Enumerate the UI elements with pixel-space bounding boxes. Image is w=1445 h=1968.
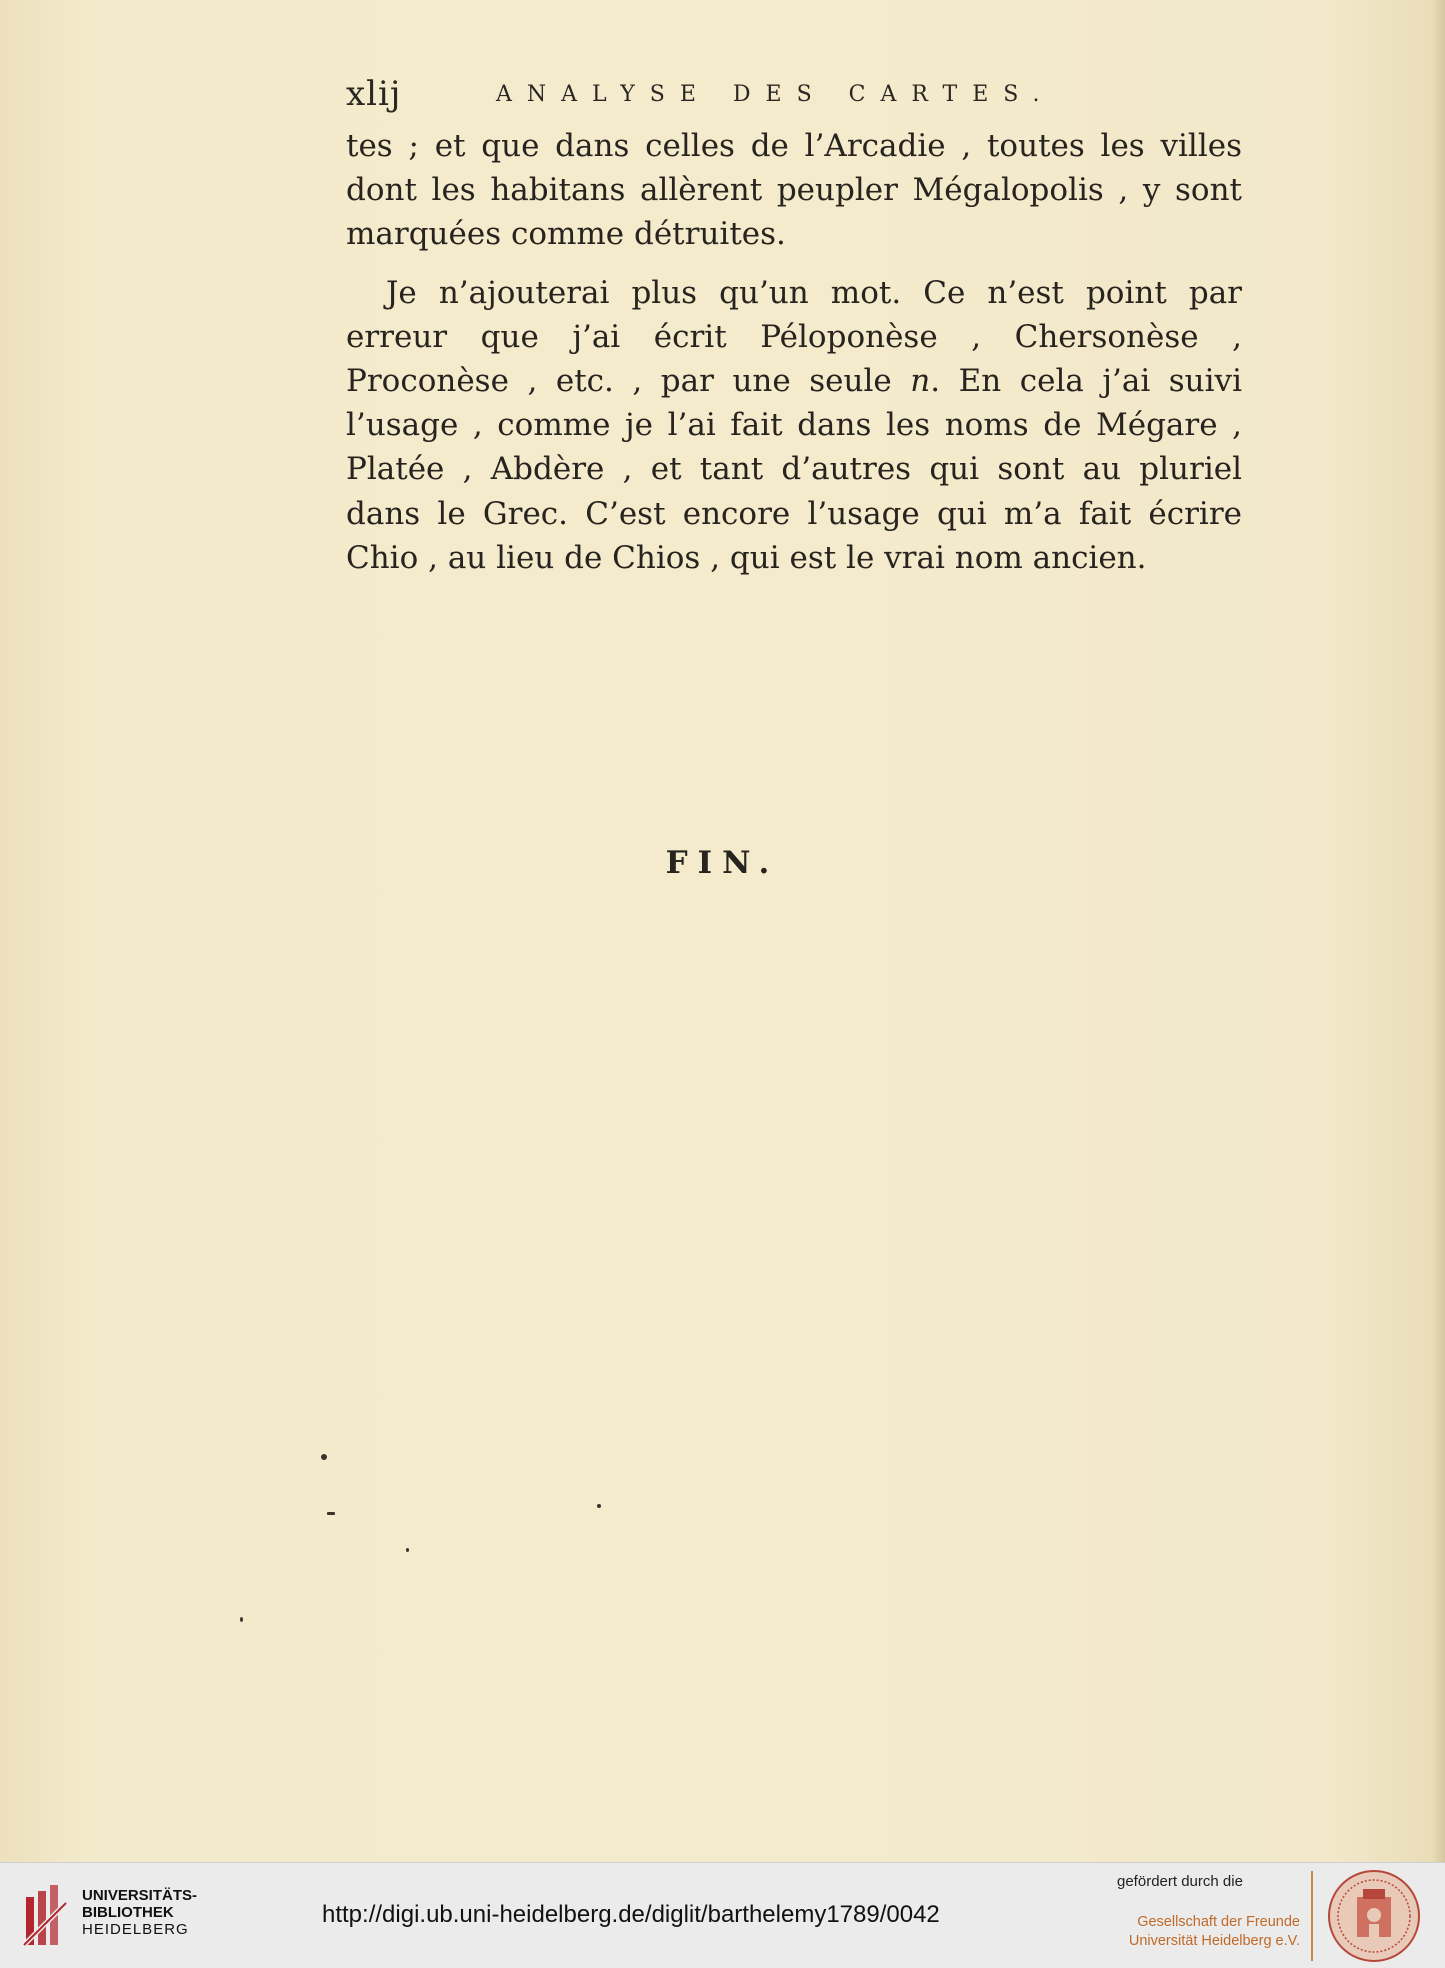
paragraph-2-part-1: Je n’ajouterai plus qu’un mot. Ce n’est point par erreur que j’ai écrit Péloponèse , Chersonèse , Proconèse , etc. , par une seule (346, 274, 1242, 400)
paragraph-2-part-2: . En cela j’ai suivi l’usage , comme je l’ai fait dans les noms de Mégare , Platée , Abdère , et tant d’autres qui sont au pluriel dans le Grec. C’est encore l’usage qui m’a fait écrire Chio , au lieu de Chios , qui est le vrai nom ancien. (346, 363, 1242, 576)
page-edge-shadow (1431, 0, 1445, 1862)
permalink-url[interactable]: http://digi.ub.uni-heidelberg.de/diglit/barthelemy1789/0042 (322, 1901, 940, 1928)
society-name-line-2: Universität Heidelberg e.V. (1128, 1933, 1300, 1949)
library-name-line-2: BIBLIOTHEK (82, 1904, 174, 1921)
ink-speck (321, 1454, 327, 1460)
ink-speck (597, 1504, 601, 1508)
running-title: ANALYSE DES CARTES. (496, 82, 1055, 107)
library-name (82, 1887, 197, 1938)
ink-speck (406, 1548, 409, 1552)
university-library-logo-icon (22, 1883, 74, 1949)
ink-speck (240, 1617, 243, 1622)
page-number: xlij (346, 74, 402, 114)
paragraph-2 (346, 271, 1242, 580)
ink-speck (327, 1512, 335, 1515)
fin-text: FIN. (665, 845, 780, 881)
society-name (1110, 1913, 1300, 1951)
page-header (346, 74, 1246, 124)
university-seal-icon (1327, 1869, 1421, 1963)
library-name-line-1: UNIVERSITÄTS- (82, 1887, 198, 1904)
society-name-line-1: Gesellschaft der Freunde (1137, 1914, 1300, 1930)
italic-letter: n (910, 363, 931, 400)
funded-by-label: gefördert durch die (1117, 1873, 1243, 1890)
footer-divider (1311, 1871, 1313, 1961)
body-text (346, 124, 1242, 580)
library-name-line-3: HEIDELBERG (82, 1921, 189, 1938)
footer-bar (0, 1862, 1445, 1968)
paragraph-1: tes ; et que dans celles de l’Arcadie , toutes les villes dont les habitans allèrent peupler Mégalopolis , y sont marquées comme détruites. (346, 128, 1242, 253)
